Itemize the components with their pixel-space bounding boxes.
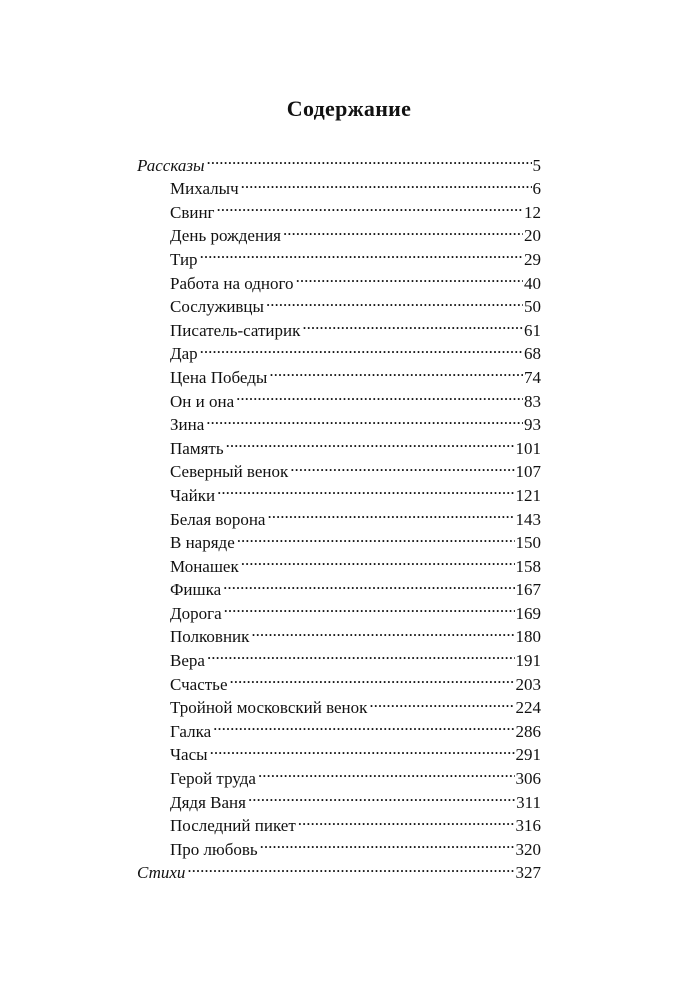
- dot-leader: [296, 265, 523, 289]
- toc-entry-title: Фишка: [170, 580, 222, 600]
- toc-entry-title: Дорога: [170, 603, 222, 623]
- toc-entry-title: В наряде: [170, 533, 235, 553]
- toc-entry-title: Работа на одного: [170, 273, 294, 293]
- dot-leader: [302, 312, 523, 336]
- dot-leader: [226, 430, 515, 454]
- toc-page-number: 143: [515, 509, 541, 529]
- toc-entry-title: Герой труда: [170, 769, 256, 789]
- dot-leader: [266, 289, 523, 313]
- toc-page-number: 286: [515, 721, 541, 741]
- toc-page-number: 327: [515, 863, 541, 883]
- dot-leader: [251, 619, 514, 643]
- toc-page-number: 169: [515, 603, 541, 623]
- toc-page-number: 311: [516, 792, 541, 812]
- dot-leader: [229, 666, 514, 690]
- toc-page-number: 107: [515, 462, 541, 482]
- toc-page-number: 150: [515, 533, 541, 553]
- toc-page-number: 101: [515, 438, 541, 458]
- dot-leader: [237, 525, 515, 549]
- toc-entry-title: Про любовь: [170, 839, 258, 859]
- toc-entry-title: Цена Победы: [170, 367, 268, 387]
- toc-page-number: 68: [524, 344, 541, 364]
- dot-leader: [213, 713, 514, 737]
- dot-leader: [236, 383, 523, 407]
- toc-page-number: 180: [515, 627, 541, 647]
- toc-page-number: 50: [524, 297, 541, 317]
- toc-entry-title: День рождения: [170, 226, 281, 246]
- toc-entry-title: Тройной московский венок: [170, 698, 368, 718]
- toc-page-number: 224: [515, 698, 541, 718]
- toc-section-entry: [137, 147, 541, 175]
- toc-page-number: 29: [524, 249, 541, 269]
- dot-leader: [298, 808, 515, 832]
- toc-page-number: 320: [515, 839, 541, 859]
- toc-section-title: Рассказы: [137, 155, 205, 175]
- dot-leader: [248, 784, 515, 808]
- dot-leader: [269, 359, 523, 383]
- toc-section-title: Стихи: [137, 863, 186, 883]
- toc-entry-title: Монашек: [170, 556, 239, 576]
- dot-leader: [290, 454, 514, 478]
- toc-entry-title: Тир: [170, 249, 198, 269]
- dot-leader: [241, 171, 532, 195]
- toc-entry-title: Последний пикет: [170, 816, 296, 836]
- toc-entry-title: Северный венок: [170, 462, 289, 482]
- toc-page-number: 40: [524, 273, 541, 293]
- toc-page-number: 158: [515, 556, 541, 576]
- toc-entry-title: Свинг: [170, 202, 215, 222]
- dot-leader: [283, 218, 523, 242]
- toc-entry-title: Полковник: [170, 627, 250, 647]
- dot-leader: [210, 737, 515, 761]
- toc-page-number: 203: [515, 674, 541, 694]
- toc-page-number: 167: [515, 580, 541, 600]
- toc-page-number: 93: [524, 415, 541, 435]
- toc-entry-title: Дядя Ваня: [170, 792, 246, 812]
- page-title: Содержание: [286, 96, 412, 121]
- toc-entry-title: Михалыч: [170, 179, 239, 199]
- toc-entry-title: Память: [170, 438, 224, 458]
- dot-leader: [224, 595, 515, 619]
- toc-entry-title: Счастье: [170, 674, 228, 694]
- toc-entry-title: Дар: [170, 344, 198, 364]
- dot-leader: [207, 642, 515, 666]
- toc-entry-title: Зина: [170, 415, 205, 435]
- dot-leader: [206, 407, 523, 431]
- toc-page-number: 291: [515, 745, 541, 765]
- toc-page-number: 12: [524, 202, 541, 222]
- toc-page-number: 306: [515, 769, 541, 789]
- dot-leader: [260, 831, 515, 855]
- dot-leader: [241, 548, 515, 572]
- toc-entry-title: Галка: [170, 721, 212, 741]
- dot-leader: [223, 572, 514, 596]
- toc-page-number: 191: [515, 651, 541, 671]
- toc-entry-title: Он и она: [170, 391, 235, 411]
- toc-page-number: 121: [515, 485, 541, 505]
- dot-leader: [200, 336, 523, 360]
- toc-page-number: 20: [524, 226, 541, 246]
- table-of-contents: [137, 147, 541, 883]
- toc-entry-title: Вера: [170, 651, 205, 671]
- toc-entry-title: Чайки: [170, 485, 216, 505]
- dot-leader: [217, 194, 523, 218]
- toc-entry-title: Белая ворона: [170, 509, 266, 529]
- dot-leader: [207, 147, 532, 171]
- dot-leader: [187, 855, 514, 879]
- toc-page-number: 6: [532, 179, 541, 199]
- toc-page-number: 83: [524, 391, 541, 411]
- toc-page-number: 61: [524, 320, 541, 340]
- toc-page-number: 74: [524, 367, 541, 387]
- toc-page-number: 316: [515, 816, 541, 836]
- dot-leader: [217, 477, 514, 501]
- toc-entry-title: Писатель-сатирик: [170, 320, 301, 340]
- toc-entry-title: Сослуживцы: [170, 297, 264, 317]
- toc-entry-title: Часы: [170, 745, 208, 765]
- dot-leader: [258, 760, 515, 784]
- dot-leader: [369, 690, 514, 714]
- toc-section-entry: [137, 855, 541, 883]
- toc-page-number: 5: [532, 155, 541, 175]
- dot-leader: [200, 241, 523, 265]
- dot-leader: [267, 501, 514, 525]
